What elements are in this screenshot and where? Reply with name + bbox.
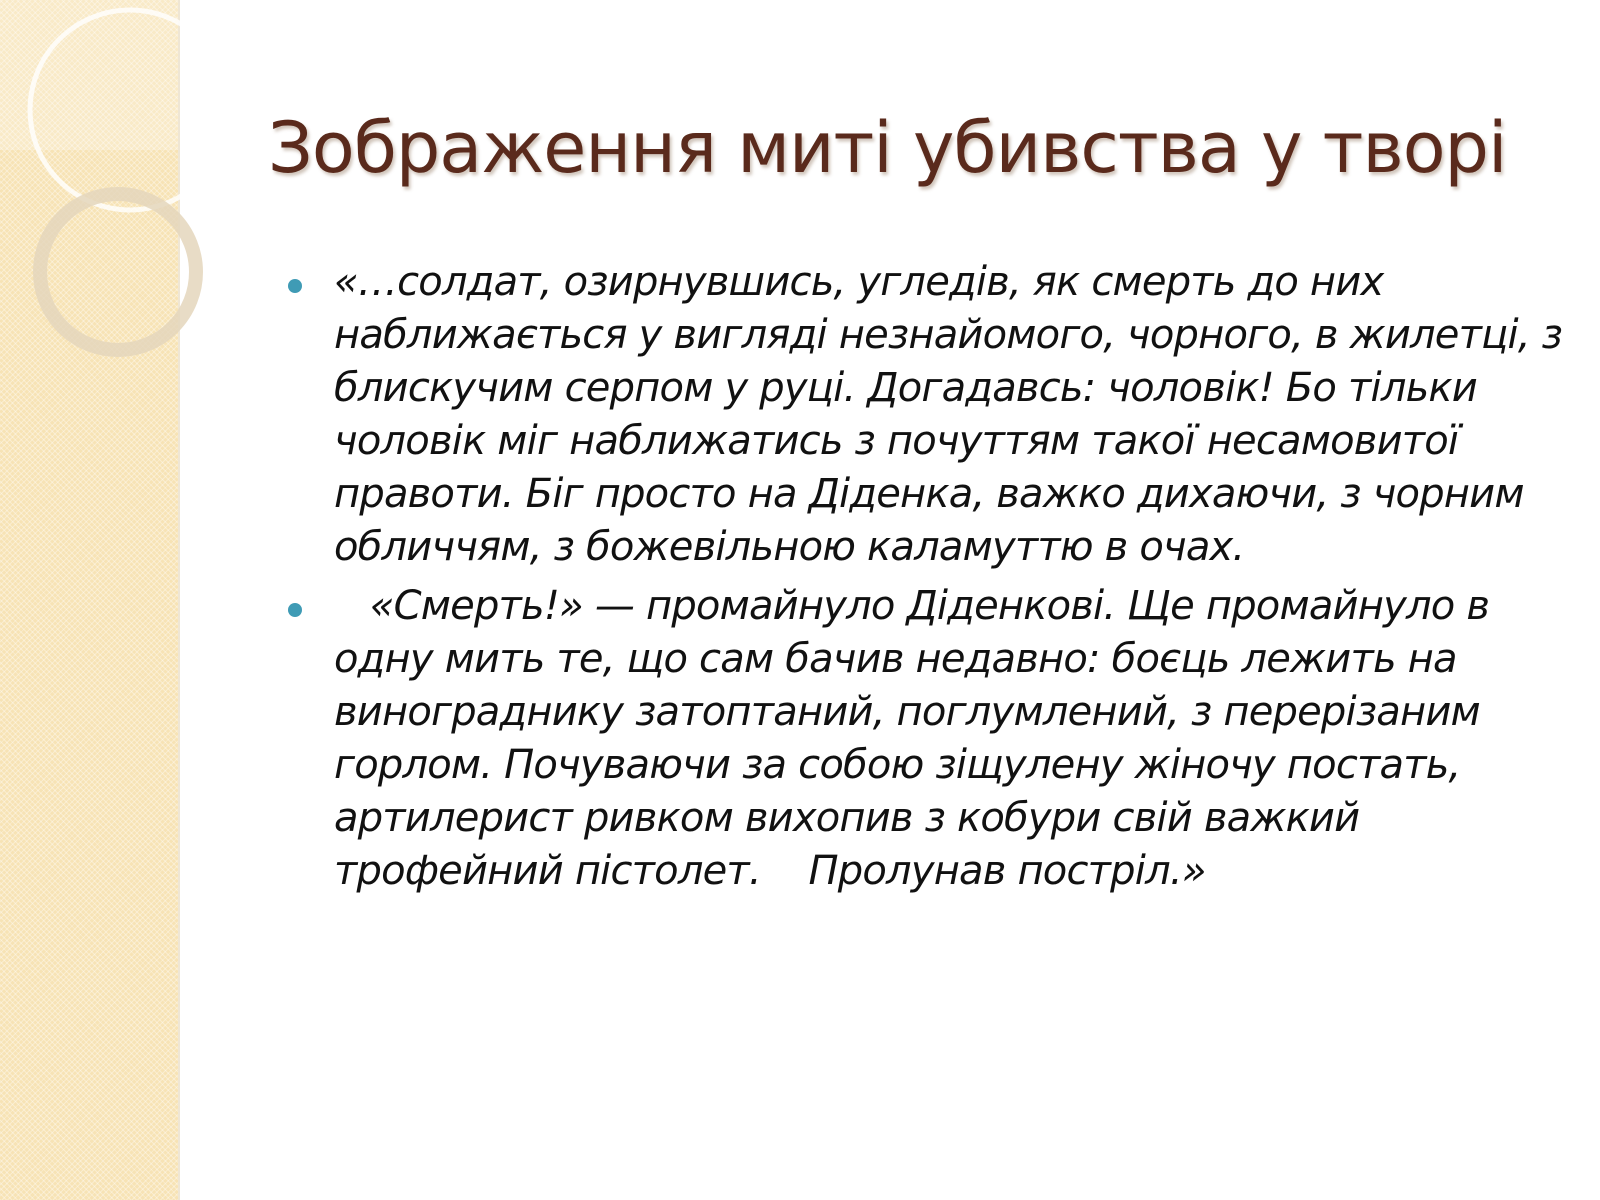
bullet-dot-icon: [288, 603, 302, 617]
bullet-item: [288, 256, 1578, 574]
bullet-list: [288, 256, 1578, 904]
decorative-ring-small: [40, 194, 196, 350]
bullet-text: «…солдат, озирнувшись, угледів, як смерть до них наближається у вигляді незнайомого, чорного, в жилетці, з блискучим серпом у руці. Догадавсь: чоловік! Бо тільки чоловік міг наближатись з почуттям такої несамовитої правоти. Біг просто на Діденка, важко дихаючи, з чорним обличчям, з божевільною каламуттю в очах.: [334, 259, 1575, 570]
decorative-ring-large: [30, 10, 230, 210]
bullet-text: «Смерть!» — промайнуло Діденкові. Ще промайнуло в одну мить те, що сам бачив недавно: боєць лежить на винограднику затоптаний, поглумлений, з перерізаним горлом. Почуваючи за собою зіщулену жіночу постать, артилерист ривком вихопив з кобури свій важкий трофейний пістолет. Пролунав постріл.»: [334, 583, 1502, 894]
slide-title: Зображення миті убивства у творі: [268, 107, 1507, 189]
bullet-dot-icon: [288, 279, 302, 293]
decorative-rings: [0, 0, 260, 420]
bullet-item: [288, 580, 1578, 898]
